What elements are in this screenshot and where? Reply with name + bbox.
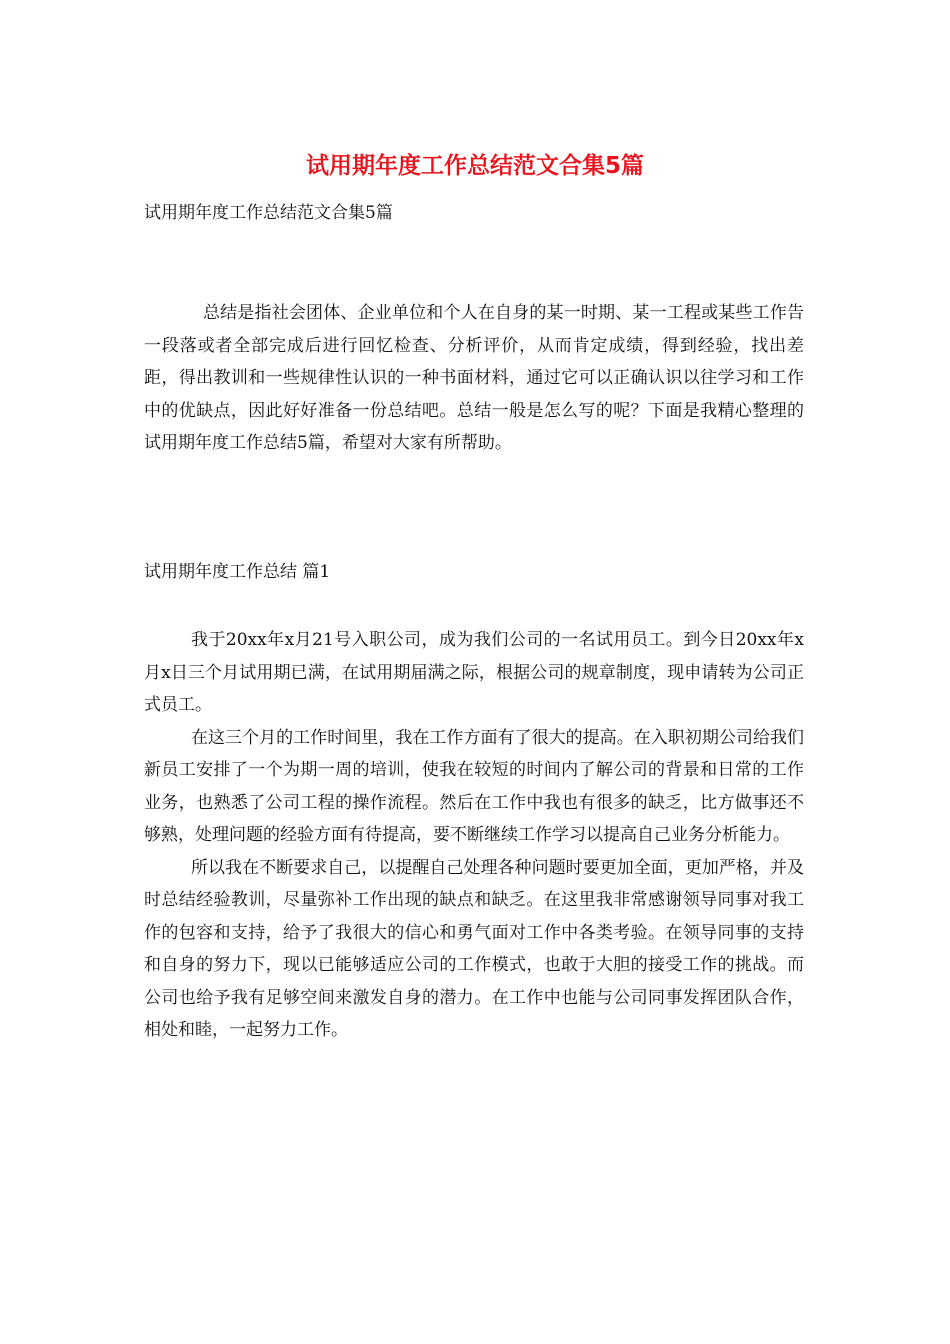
body-paragraph-3: 所以我在不断要求自己，以提醒自己处理各种问题时要更加全面，更加严格，并及时总结经验教训，尽量弥补工作出现的缺点和缺乏。在这里我非常感谢领导同事对我工作的包容和支持，给予了我很大的信心和勇气面对工作中各类考验。在领导同事的支持和自身的努力下，现以已能够适应公司的工作模式，也敢于大胆的接受工作的挑战。而公司也给予我有足够空间来激发自身的潜力。在工作中也能与公司同事发挥团队合作，相处和睦，一起努力工作。 [144,857,804,1040]
section-heading: 试用期年度工作总结 篇1 [144,562,331,582]
document-title: 试用期年度工作总结范文合集5篇 [305,153,644,179]
intro-paragraph: 总结是指社会团体、企业单位和个人在自身的某一时期、某一工程或某些工作告一段落或者全部完成后进行回忆检查、分析评价，从而肯定成绩，得到经验，找出差距，得出教训和一些规律性认识的一种书面材料，通过它可以正确认识以往学习和工作中的优缺点，因此好好准备一份总结吧。总结一般是怎么写的呢？下面是我精心整理的试用期年度工作总结5篇，希望对大家有所帮助。 [144,303,804,453]
body-paragraph-2: 在这三个月的工作时间里，我在工作方面有了很大的提高。在入职初期公司给我们新员工安排了一个为期一周的培训，使我在较短的时间内了解公司的背景和日常的工作业务，也熟悉了公司工程的操作流程。然后在工作中我也有很多的缺乏，比方做事还不够熟，处理问题的经验方面有待提高，要不断继续工作学习以提高自己业务分析能力。 [144,727,804,845]
section-body [144,624,804,1047]
document-subtitle: 试用期年度工作总结范文合集5篇 [144,203,393,223]
body-paragraph-1: 我于20xx年x月21号入职公司，成为我们公司的一名试用员工。到今日20xx年x月x日三个月试用期已满，在试用期届满之际，根据公司的规章制度，现申请转为公司正式员工。 [144,630,804,715]
